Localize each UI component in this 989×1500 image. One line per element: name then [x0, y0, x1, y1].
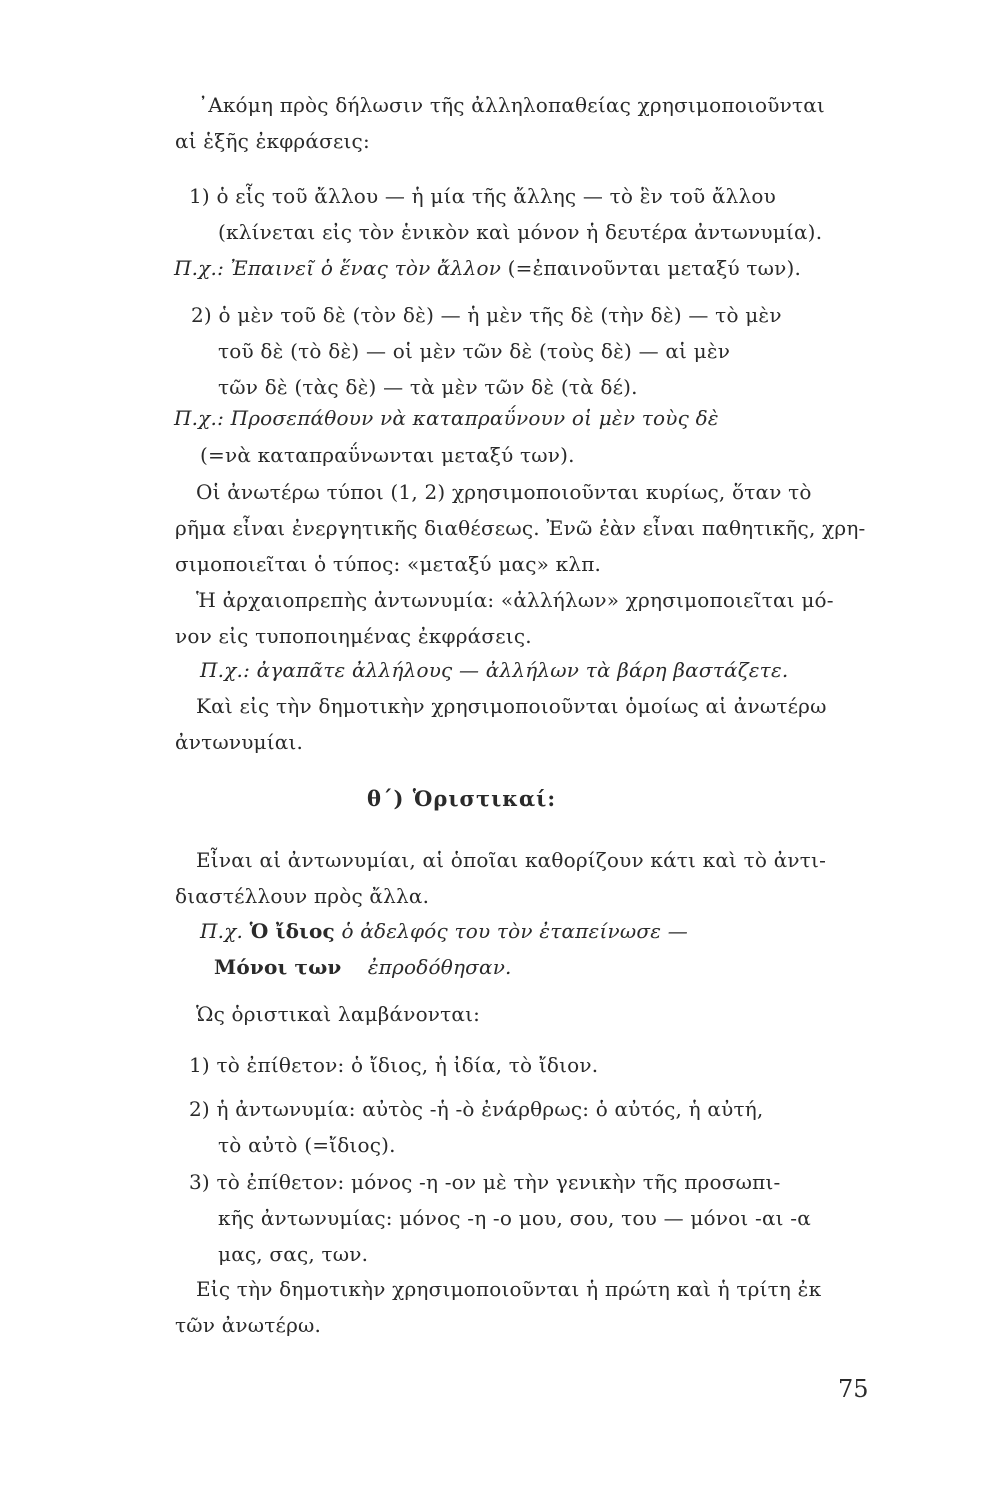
list-item-1: 1) τὸ ἐπίθετον: ὁ ἴδιος, ἡ ἰδία, τὸ ἴδιον.	[189, 1053, 599, 1077]
text-line: (=νὰ καταπραΰνωνται μεταξύ των).	[200, 443, 575, 467]
example-line	[200, 655, 788, 685]
text-line: μας, σας, των.	[218, 1242, 369, 1266]
text-line: ρῆμα εἶναι ἐνεργητικῆς διαθέσεως. Ἐνῶ ἐὰν εἶναι παθητικῆς, χρη-	[175, 516, 866, 540]
example-label: Π.χ.:	[200, 658, 251, 682]
text-line: Εἶναι αἱ ἀντωνυμίαι, αἱ ὁποῖαι καθορίζουν κάτι καὶ τὸ ἀντι-	[196, 848, 827, 872]
text-line: ᾿Ακόμη πρὸς δήλωσιν τῆς ἀλληλοπαθείας χρησιμοποιοῦνται	[198, 93, 825, 117]
text-line: αἱ ἑξῆς ἐκφράσεις:	[175, 129, 370, 153]
example-label: Π.χ.:	[174, 256, 225, 280]
text-line: Εἰς τὴν δημοτικὴν χρησιμοποιοῦνται ἡ πρώτη καὶ ἡ τρίτη ἐκ	[196, 1277, 822, 1301]
example-text: Ἐπαινεῖ ὁ ἕνας τὸν ἄλλον	[230, 256, 502, 280]
example-text: ἀγαπᾶτε ἀλλήλους — ἀλλήλων τὰ βάρη βαστάζετε.	[256, 658, 789, 682]
text-line: κῆς ἀντωνυμίας: μόνος -η -ο μου, σου, του — μόνοι -αι -α	[218, 1206, 811, 1230]
example-line	[174, 253, 801, 283]
text-line: τῶν δὲ (τὰς δὲ) — τὰ μὲν τῶν δὲ (τὰ δέ).	[218, 375, 638, 399]
text-line: Οἱ ἀνωτέρω τύποι (1, 2) χρησιμοποιοῦνται κυρίως, ὅταν τὸ	[196, 480, 812, 504]
example-emphasis: Μόνοι των	[214, 955, 342, 979]
text-line: τοῦ δὲ (τὸ δὲ) — οἱ μὲν τῶν δὲ (τοὺς δὲ) — αἱ μὲν	[218, 339, 731, 363]
example-emphasis: Ὁ ἴδιος	[249, 919, 335, 943]
text-line: (κλίνεται εἰς τὸν ἑνικὸν καὶ μόνον ἡ δευτέρα ἀντωνυμία).	[218, 220, 823, 244]
list-item-1: 1) ὁ εἷς τοῦ ἄλλου — ἡ μία τῆς ἄλλης — τὸ ἓν τοῦ ἄλλου	[189, 184, 777, 208]
text-line: τῶν ἀνωτέρω.	[175, 1313, 322, 1337]
section-heading: θ΄) Ὁριστικαί:	[367, 786, 557, 811]
text-line: νον εἰς τυποποιημένας ἐκφράσεις.	[175, 624, 532, 648]
list-item-3: 3) τὸ ἐπίθετον: μόνος -η -ον μὲ τὴν γενικὴν τῆς προσωπι-	[189, 1170, 781, 1194]
example-label: Π.χ.	[200, 919, 244, 943]
example-line	[214, 952, 512, 982]
example-line	[200, 916, 688, 946]
text-line: Ἡ ἀρχαιοπρεπὴς ἀντωνυμία: «ἀλλήλων» χρησιμοποιεῖται μό-	[196, 588, 834, 612]
example-text: Προσεπάθουν νὰ καταπραΰνουν οἱ μὲν τοὺς δὲ	[230, 406, 719, 430]
text-line: ἀντωνυμίαι.	[175, 730, 304, 754]
text-line: διαστέλλουν πρὸς ἄλλα.	[175, 884, 430, 908]
text-line: Ὡς ὁριστικαὶ λαμβάνονται:	[196, 1002, 481, 1026]
list-item-2: 2) ἡ ἀντωνυμία: αὐτὸς -ἡ -ὸ ἐνάρθρως: ὁ αὐτός, ἡ αὐτή,	[189, 1097, 764, 1121]
example-label: Π.χ.:	[174, 406, 225, 430]
text-line: Καὶ εἰς τὴν δημοτικὴν χρησιμοποιοῦνται ὁμοίως αἱ ἀνωτέρω	[196, 694, 827, 718]
page-number: 75	[838, 1375, 869, 1403]
list-item-2: 2) ὁ μὲν τοῦ δὲ (τὸν δὲ) — ἡ μὲν τῆς δὲ (τὴν δὲ) — τὸ μὲν	[191, 303, 782, 327]
text-line: σιμοποιεῖται ὁ τύπος: «μεταξύ μας» κλπ.	[175, 552, 602, 576]
example-gloss: (=ἐπαινοῦνται μεταξύ των).	[507, 256, 802, 280]
example-line	[174, 403, 719, 433]
text-line: τὸ αὐτὸ (=ἴδιος).	[218, 1133, 396, 1157]
example-text: ὁ ἀδελφός του τὸν ἐταπείνωσε —	[341, 919, 688, 943]
example-text: ἐπροδόθησαν.	[367, 955, 512, 979]
